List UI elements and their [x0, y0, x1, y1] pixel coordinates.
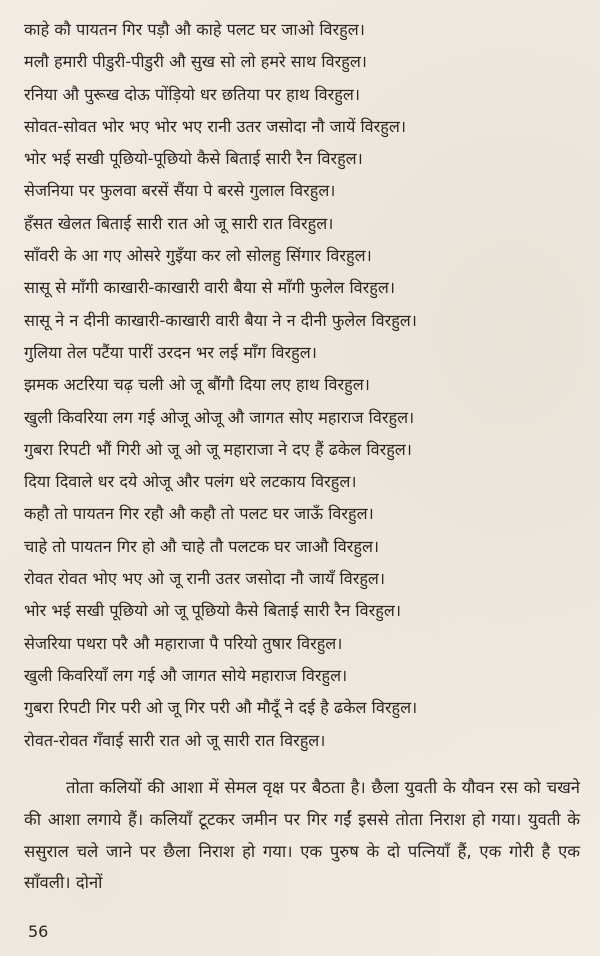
verse-line: रोवत रोवत भोए भए ओ जू रानी उतर जसोदा नौ जायँ विरहुल। [24, 569, 386, 589]
verse-line: झमक अटरिया चढ़ चली ओ जू बौंगौ दिया लए हाथ विरहुल। [24, 375, 370, 395]
folk-song-verse [24, 14, 584, 757]
verse-line: कहौ तो पायतन गिर रहौ औ कहौ तो पलट घर जाऊँ विरहुल। [24, 504, 374, 524]
verse-line: मलौ हमारी पीडुरी-पीडुरी औ सुख सो लो हमरे साथ विरहुल। [24, 52, 367, 72]
verse-line: गुबरा रिपटी गिर परी ओ जू गिर परी औ मौदूँ ने दई है ढकेल विरहुल। [24, 698, 418, 718]
page-number: 56 [28, 922, 49, 941]
verse-line: खुली किवरिया लग गई ओजू ओजू औ जागत सोए महाराज विरहुल। [24, 407, 415, 427]
verse-line: सासू से माँगी काखारी-काखारी वारी बैया से माँगी फुलेल विरहुल। [24, 278, 395, 298]
verse-line: रनिया औ पुरूख दोऊ पोंड़ियो धर छतिया पर हाथ विरहुल। [24, 84, 360, 104]
verse-line: गुबरा रिपटी भौं गिरी ओ जू ओ जू महाराजा ने दए हैं ढकेल विरहुल। [24, 439, 412, 459]
verse-line: सासू ने न दीनी काखारी-काखारी वारी बैया ने न दीनी फुलेल विरहुल। [24, 310, 417, 330]
verse-line: खुली किवरियाँ लग गई औ जागत सोये महाराज विरहुल। [24, 665, 348, 685]
verse-line: सोवत-सोवत भोर भए भोर भए रानी उतर जसोदा नौ जायें विरहुल। [24, 116, 407, 136]
verse-line: गुलिया तेल पटैंया पारीं उरदन भर लई माँग विरहुल। [24, 342, 317, 362]
verse-line: सेजनिया पर फुलवा बरसें सैंया पे बरसे गुलाल विरहुल। [24, 181, 336, 201]
verse-line: साँवरी के आ गए ओसरे गुइँया कर लो सोलहु सिंगार विरहुल। [24, 246, 372, 266]
verse-line: भोर भई सखी पूछियो-पूछियो कैसे बिताई सारी रैन विरहुल। [24, 149, 363, 169]
verse-line: रोवत-रोवत गँवाई सारी रात ओ जू सारी रात विरहुल। [24, 730, 326, 750]
verse-line: काहे कौ पायतन गिर पड़ौ औ काहे पलट घर जाओ विरहुल। [24, 20, 365, 39]
verse-line: भोर भई सखी पूछियो ओ जू पूछियो कैसे बिताई सारी रैन विरहुल। [24, 601, 401, 621]
verse-line: दिया दिवाले धर दये ओजू और पलंग धरे लटकाय विरहुल। [24, 472, 357, 492]
verse-line: सेजरिया पथरा परै औ महाराजा पै परियो तुषार विरहुल। [24, 633, 343, 653]
verse-line: हँसत खेलत बिताई सारी रात ओ जू सारी रात विरहुल। [24, 213, 334, 233]
commentary-paragraph: तोता कलियों की आशा में सेमल वृक्ष पर बैठता है। छैला युवती के यौवन रस को चखने की आशा लगाये हैं। कलियाँ टूटकर जमीन पर गिर गईं इससे तोता निराश हो गया। युवती के ससुराल चले जाने पर छैला निराश हो गया। एक पुरुष के दो पत्नियाँ हैं, एक गोरी है एक साँवली। दोनों [24, 778, 580, 893]
verse-line: चाहे तो पायतन गिर हो औ चाहे तौ पलटक घर जाऔ विरहुल। [24, 536, 380, 556]
